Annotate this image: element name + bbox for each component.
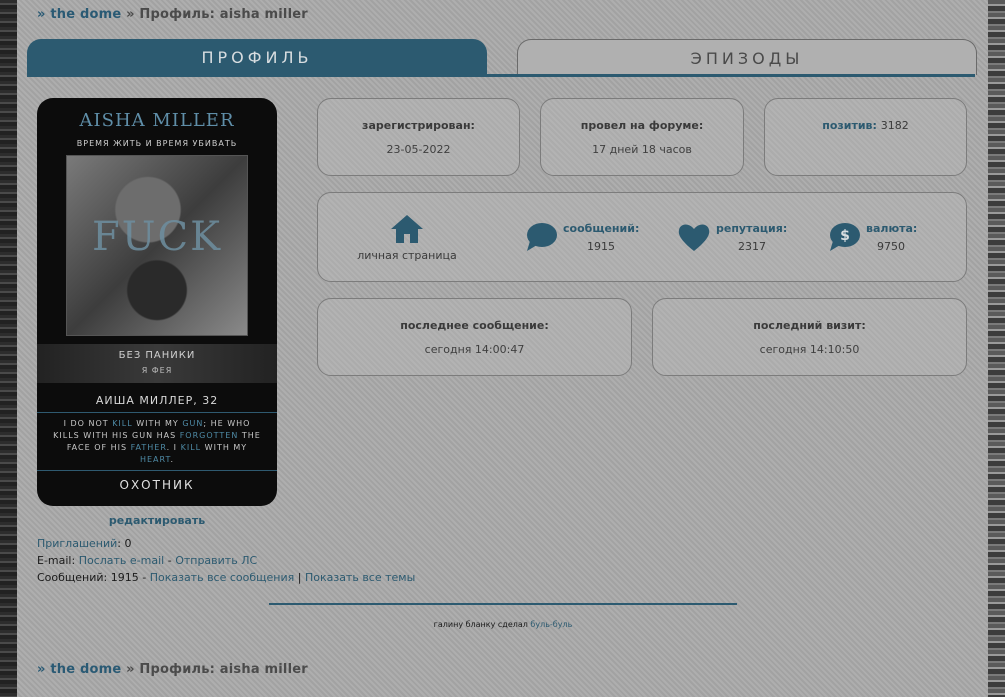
- quote-highlight: HEART: [139, 455, 171, 464]
- quote-text: . I: [166, 443, 181, 452]
- quote-highlight: FORGOTTEN: [179, 431, 239, 440]
- last-visit-box: [652, 298, 967, 376]
- character-fullname: АИША МИЛЛЕР, 32: [95, 394, 219, 407]
- breadcrumb-bottom: [37, 662, 308, 677]
- quote-highlight: GUN: [182, 419, 204, 428]
- registered-box: [317, 98, 520, 176]
- email-row: [37, 554, 257, 567]
- registered-label: зарегистрирован:: [362, 119, 475, 132]
- posts-pipe: |: [294, 571, 305, 584]
- show-posts-link[interactable]: Показать все сообщения: [149, 571, 295, 584]
- edit-profile-link[interactable]: редактировать: [108, 514, 206, 527]
- quote-text: WITH MY: [132, 419, 183, 428]
- profile-card: [37, 98, 277, 506]
- breadcrumb-home-link[interactable]: the dome: [50, 7, 122, 22]
- character-motto: ВРЕМЯ ЖИТЬ И ВРЕМЯ УБИВАТЬ: [76, 139, 238, 148]
- quote-text: ; HE WHO KILLS WITH HIS GUN HAS: [53, 419, 251, 440]
- invites-row: [37, 537, 131, 550]
- last-post-value: сегодня 14:00:47: [424, 343, 525, 356]
- quote-highlight: KILL: [112, 419, 133, 428]
- posts-label: сообщений:: [563, 222, 640, 235]
- posts-row: [37, 571, 415, 584]
- currency-value: 9750: [877, 240, 905, 253]
- tab-episodes[interactable]: ЭПИЗОДЫ: [517, 39, 977, 75]
- time-online-label: провел на форуме:: [580, 119, 704, 132]
- character-name: AISHA MILLER: [79, 110, 235, 131]
- card-divider-bottom: [37, 470, 277, 471]
- currency-label: валюта:: [866, 222, 918, 235]
- positive-value: 3182: [880, 119, 909, 132]
- home-page-label: личная страница: [357, 249, 457, 262]
- last-post-label: последнее сообщение:: [400, 319, 549, 332]
- home-page-stat[interactable]: [355, 213, 459, 262]
- invites-value: : 0: [117, 537, 132, 550]
- registered-value: 23-05-2022: [386, 143, 451, 156]
- status-line-2: Я ФЕЯ: [141, 366, 173, 375]
- avatar-text: FUCK: [92, 214, 222, 260]
- home-icon: [389, 213, 425, 245]
- positive-row: [765, 119, 966, 132]
- heart-icon: [678, 222, 710, 252]
- credit-author-link[interactable]: буль-буль: [530, 620, 573, 629]
- breadcrumb: [37, 7, 308, 22]
- speech-bubble-icon: [525, 221, 557, 253]
- email-label: E-mail:: [37, 554, 79, 567]
- posts-value: 1915: [587, 240, 615, 253]
- time-online-value: 17 дней 18 часов: [592, 143, 692, 156]
- svg-text:$: $: [840, 228, 850, 244]
- quote-text: .: [170, 455, 174, 464]
- main-panel: [17, 0, 988, 697]
- email-dash: -: [164, 554, 176, 567]
- left-background: [0, 0, 17, 697]
- activity-box: [317, 192, 967, 282]
- character-role: ОХОТНИК: [119, 478, 195, 492]
- quote-text: THE FACE OF HIS: [66, 431, 261, 452]
- breadcrumb-current: » Профиль: aisha miller: [126, 7, 308, 22]
- quote-highlight: FATHER: [130, 443, 167, 452]
- posts-count-label: Сообщений: 1915 -: [37, 571, 150, 584]
- reputation-value: 2317: [738, 240, 766, 253]
- breadcrumb-home-link[interactable]: the dome: [50, 662, 122, 677]
- breadcrumb-arrow: »: [37, 7, 46, 22]
- avatar: [66, 155, 248, 336]
- footer-divider: [269, 603, 737, 605]
- positive-label: позитив:: [822, 119, 877, 132]
- breadcrumb-current: » Профиль: aisha miller: [126, 662, 308, 677]
- dollar-bubble-icon: [828, 221, 860, 253]
- last-post-box: [317, 298, 632, 376]
- tab-profile[interactable]: ПРОФИЛЬ: [27, 39, 487, 75]
- positive-box: [764, 98, 967, 176]
- right-background: [988, 0, 1005, 697]
- send-pm-link[interactable]: Отправить ЛС: [175, 554, 258, 567]
- send-email-link[interactable]: Послать e-mail: [78, 554, 165, 567]
- reputation-label: репутация:: [716, 222, 788, 235]
- credit-text: галину бланку сделал: [433, 620, 531, 629]
- status-band: [37, 344, 277, 383]
- quote-text: I DO NOT: [63, 419, 113, 428]
- invites-link[interactable]: Приглашений: [37, 537, 118, 550]
- card-divider-top: [37, 412, 277, 413]
- status-line-1: БЕЗ ПАНИКИ: [118, 350, 196, 361]
- tab-divider: [27, 74, 975, 77]
- last-visit-label: последний визит:: [753, 319, 866, 332]
- character-quote: [51, 418, 263, 466]
- template-credit: [269, 620, 737, 629]
- time-online-box: [540, 98, 744, 176]
- quote-text: WITH MY: [201, 443, 248, 452]
- last-visit-value: сегодня 14:10:50: [759, 343, 860, 356]
- breadcrumb-arrow: »: [37, 662, 46, 677]
- show-topics-link[interactable]: Показать все темы: [304, 571, 416, 584]
- quote-highlight: KILL: [180, 443, 202, 452]
